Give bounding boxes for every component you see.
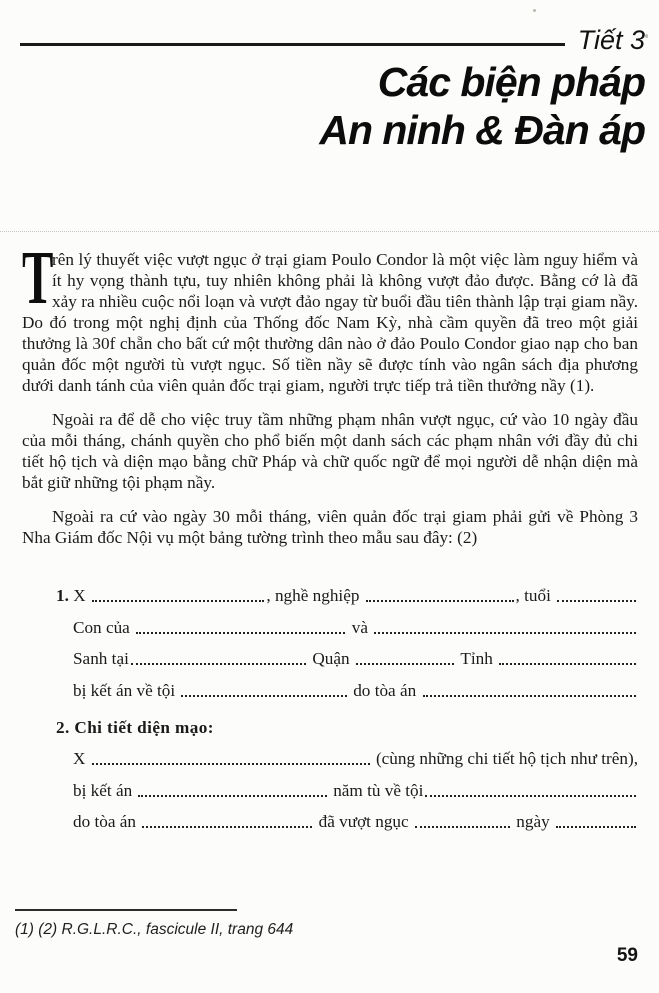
dotted-blank-line	[557, 600, 636, 602]
drop-cap: T	[22, 235, 54, 320]
form-field-label: , nghề nghiệp	[266, 586, 364, 606]
form-line	[56, 606, 638, 638]
dotted-blank-line	[92, 763, 370, 765]
form-field-label: ngày	[511, 812, 554, 832]
form-field-label: năm tù về tội	[328, 780, 424, 800]
dotted-blank-line	[181, 695, 346, 697]
form-line	[56, 638, 638, 670]
footnote-rule	[15, 909, 237, 911]
dotted-blank-line	[425, 795, 636, 797]
footnote-text: (1) (2) R.G.L.R.C., fascicule II, trang 644	[15, 921, 294, 938]
form-field-label: 1.	[56, 586, 74, 606]
paragraph-1	[22, 235, 638, 396]
form-field-label: X	[73, 586, 90, 606]
form-line	[56, 738, 638, 770]
form-line	[56, 801, 638, 833]
dotted-blank-line	[415, 826, 510, 828]
form-field-label: và	[347, 617, 373, 637]
form-line	[56, 769, 638, 801]
dotted-blank-line	[499, 663, 636, 665]
form-field-label: đã vượt ngục	[314, 812, 413, 832]
form-field-label: (cùng những chi tiết hộ tịch như trên),	[371, 749, 638, 769]
form-item-2-heading: 2. Chi tiết diện mạo:	[56, 717, 214, 737]
dotted-blank-line	[142, 826, 312, 828]
dotted-blank-line	[138, 795, 326, 797]
paragraph-3: Ngoài ra cứ vào ngày 30 mỗi tháng, viên quản đốc trại giam phải gửi về Phòng 3 Nha Giám đốc Nội vụ một bảng tường trình theo mẫu sau đây: (2)	[22, 506, 638, 547]
scan-speckle	[533, 9, 536, 12]
form-field-label: Sanh tại	[73, 649, 129, 669]
page-title-line1: Các biện pháp	[377, 59, 645, 105]
page-title	[0, 58, 645, 155]
paragraph-2: Ngoài ra để dễ cho việc truy tầm những phạm nhân vượt ngục, cứ vào 10 ngày đầu của mỗi tháng, chánh quyền cho phổ biến một danh sách các phạm nhân với đầy đủ chi tiết hộ tịch và diện mạo bằng chữ Pháp và chữ quốc ngữ để mọi người dễ nhận diện mà bắt giữ những tội phạm nầy.	[22, 409, 638, 492]
dotted-blank-line	[131, 663, 306, 665]
section-label: Tiết 3	[577, 25, 645, 55]
page-title-line2: An ninh & Đàn áp	[319, 107, 645, 154]
form-field-label: Con của	[73, 617, 135, 637]
dotted-blank-line	[423, 695, 636, 697]
form-field-label: do tòa án	[348, 680, 421, 700]
form-line	[56, 575, 638, 607]
dotted-blank-line	[136, 632, 345, 634]
header-rule	[20, 43, 565, 46]
scan-artifact-rule	[0, 231, 659, 232]
form-item-1	[56, 575, 638, 701]
form-field-label: bị kết án	[73, 780, 137, 800]
report-form-template	[56, 575, 638, 833]
form-field-label: Tỉnh	[456, 649, 498, 669]
paragraph-1-text: rên lý thuyết việc vượt ngục ở trại giam Poulo Condor là một việc làm nguy hiểm và ít hy vọng thành tựu, tuy nhiên không phải là không vượt đảo được. Bằng cớ là đã xảy ra nhiều cuộc nổi loạn và vượt đảo ngay từ buổi đầu tiên thành lập trại giam nầy. Do đó trong một nghị định của Thống đốc Nam Kỳ, nhà cầm quyền đã treo một giải thưởng là 30f chẵn cho bất cứ một thường dân nào ở đảo Poulo Condor giao nạp cho ban quản đốc một người tù vượt ngục. Số tiền nầy sẽ được tính vào ngân sách địa phương dưới danh tánh của viên quản đốc trại giam, người trực tiếp trả tiền thưởng nầy (1).	[22, 249, 638, 395]
form-field-label: do tòa án	[73, 812, 141, 832]
dotted-blank-line	[556, 826, 636, 828]
form-line	[56, 669, 638, 701]
dotted-blank-line	[356, 663, 455, 665]
dotted-blank-line	[92, 600, 264, 602]
section-header	[20, 27, 645, 54]
form-item-2	[56, 738, 638, 833]
form-field-label: Quận	[308, 649, 354, 669]
page-number: 59	[616, 945, 638, 966]
dotted-blank-line	[366, 600, 514, 602]
scan-speckle	[645, 34, 648, 38]
form-field-label: , tuổi	[515, 586, 556, 606]
form-field-label: bị kết án về tội	[73, 680, 180, 700]
form-field-label: X	[73, 749, 90, 769]
dotted-blank-line	[374, 632, 636, 634]
article-body	[22, 235, 638, 548]
